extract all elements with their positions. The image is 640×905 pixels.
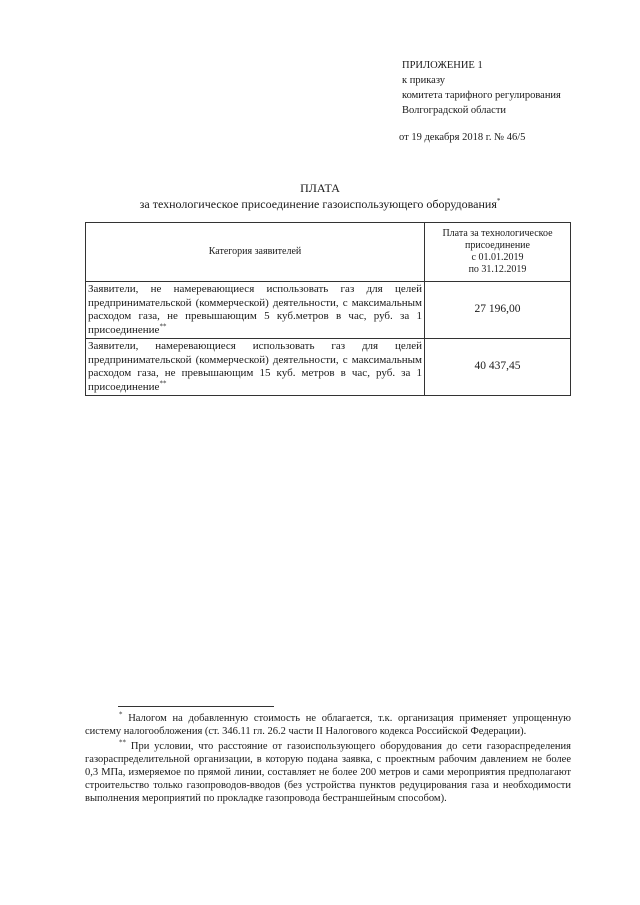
appendix-committee: комитета тарифного регулирования <box>402 90 561 101</box>
header-fee-label: Плата за технологическое присоединение <box>442 228 553 251</box>
table-header-row <box>86 223 571 282</box>
fee-table <box>85 222 571 396</box>
header-fee-to: по 31.12.2019 <box>468 264 527 275</box>
appendix-order: к приказу <box>402 75 445 86</box>
footnotes <box>85 712 571 807</box>
table-row <box>86 339 571 396</box>
appendix-title: ПРИЛОЖЕНИЕ 1 <box>402 60 483 71</box>
row-footnote-mark: ** <box>159 378 167 387</box>
footnote-mark: ** <box>119 738 126 747</box>
row-category: Заявители, намеревающиеся использовать газ для целей предпринимательской (коммерческой) деятельности, с максимальным расходом газа, не превышающим 15 куб. метров в час, руб. за 1 присоединение** <box>86 339 425 396</box>
row-fee: 27 196,00 <box>425 282 571 339</box>
row-category: Заявители, не намеревающиеся использовать газ для целей предпринимательской (коммерческой) деятельности, с максимальным расходом газа, не превышающим 5 куб.метров в час, руб. за 1 присоединение** <box>86 282 425 339</box>
table-row <box>86 282 571 339</box>
header-fee <box>425 223 571 282</box>
title-footnote-mark: * <box>496 197 501 205</box>
footnote-condition: ** При условии, что расстояние от газоиспользующего оборудования до сети газораспределения газораспределительной организации, в которую подана заявка, с проектным рабочим давлением не более 0,3 МПа, измеряемое по прямой линии, составляет не более 200 метров и сами мероприятия предполагают строительство только газопроводов-вводов (без устройства пунктов редуцирования газа и необходимости выполнения мероприятий по прокладке газопровода бестраншейным способом). <box>85 738 571 804</box>
row-footnote-mark: ** <box>159 321 167 330</box>
appendix-region: Волгоградской области <box>402 105 507 116</box>
footnote-mark: * <box>119 710 123 719</box>
title-heading: ПЛАТА <box>300 181 340 195</box>
title-subheading: за технологическое присоединение газоиспользующего оборудования* <box>139 197 501 211</box>
appendix-block <box>399 58 632 145</box>
header-category: Категория заявителей <box>86 223 425 282</box>
footnote-divider <box>118 706 274 707</box>
footnote-vat: * Налогом на добавленную стоимость не облагается, т.к. организация применяет упрощенную систему налогообложения (ст. 346.11 гл. 26.2 части II Налогового кодекса Российской Федерации). <box>85 710 571 737</box>
row-fee: 40 437,45 <box>425 339 571 396</box>
header-fee-from: с 01.01.2019 <box>471 252 524 263</box>
appendix-date: от 19 декабря 2018 г. № 46/5 <box>399 132 526 143</box>
document-title <box>0 180 640 212</box>
